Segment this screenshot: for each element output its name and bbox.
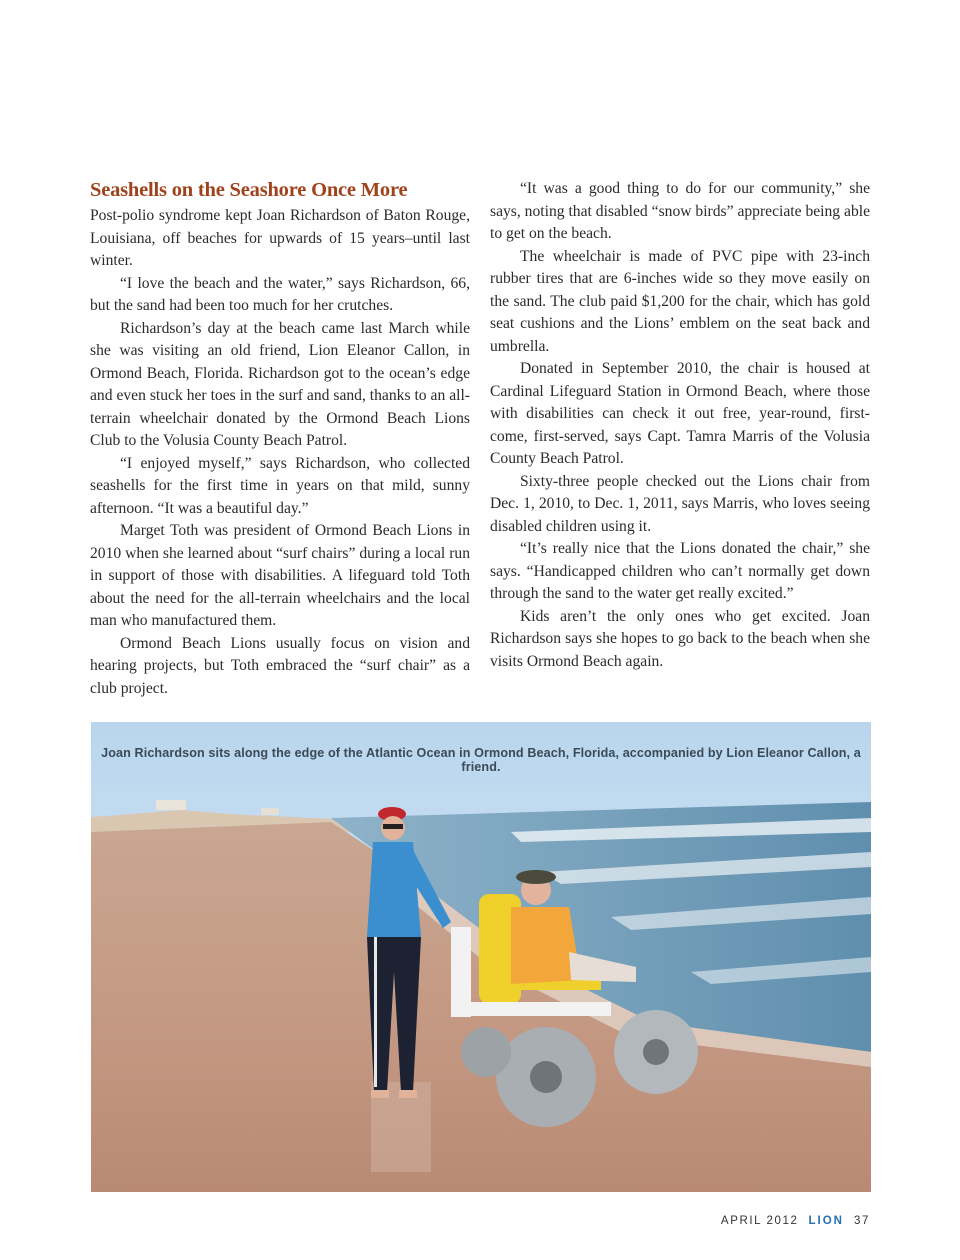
issue-date: APRIL 2012: [720, 1215, 799, 1227]
article-paragraph: “I enjoyed myself,” says Richardson, who collected seashells for the first time in years on that mild, sunny afternoon. “It was a beautiful day.”: [90, 454, 470, 517]
beach-photo: [91, 722, 871, 1192]
article-column-right: [490, 178, 870, 673]
article-paragraph: “It was a good thing to do for our community,” she says, noting that disabled “snow birds” appreciate being able to get on the beach.: [490, 180, 870, 242]
article-paragraph: “It’s really nice that the Lions donated the chair,” she says. “Handicapped children who can’t normally get down through the sand to the water get really excited.”: [490, 540, 870, 602]
magazine-name: LION: [808, 1215, 844, 1227]
photo-caption: Joan Richardson sits along the edge of the Atlantic Ocean in Ormond Beach, Florida, accompanied by Lion Eleanor Callon, a friend.: [101, 746, 861, 774]
article-column-left: [90, 178, 470, 700]
article-paragraph: Sixty-three people checked out the Lions chair from Dec. 1, 2010, to Dec. 1, 2011, says Marris, who loves seeing disabled children using it.: [490, 472, 870, 535]
beach-photo-illustration: [91, 722, 871, 1192]
article-paragraph: The wheelchair is made of PVC pipe with 23-inch rubber tires that are 6-inches wide so they move easily on the sand. The club paid $1,200 for the chair, which has gold seat cushions and the Lions’ emblem on the seat back and umbrella.: [490, 247, 870, 355]
article-headline: Seashells on the Seashore Once More: [90, 179, 408, 201]
article-paragraph: Kids aren’t the only ones who get excited. Joan Richardson says she hopes to go back to the beach when she visits Ormond Beach again.: [490, 607, 870, 670]
article-paragraph: Post-polio syndrome kept Joan Richardson of Baton Rouge, Louisiana, off beaches for upwards of 15 years–until last winter.: [90, 207, 470, 269]
article-paragraph: Donated in September 2010, the chair is housed at Cardinal Lifeguard Station in Ormond Beach, where those with disabilities can check it out free, year-round, first-come, first-served, says Capt. Tamra Marris of the Volusia County Beach Patrol.: [490, 360, 870, 467]
page-footer: [721, 1215, 870, 1227]
article-paragraph: “I love the beach and the water,” says Richardson, 66, but the sand had been too much for her crutches.: [90, 274, 470, 314]
article-paragraph: Richardson’s day at the beach came last March while she was visiting an old friend, Lion Eleanor Callon, in Ormond Beach, Florida. Richardson got to the ocean’s edge and even stuck her toes in the surf and sand, thanks to an all-terrain wheelchair donated by the Ormond Beach Lions Club to the Volusia County Beach Patrol.: [90, 319, 470, 449]
article-paragraph: Ormond Beach Lions usually focus on vision and hearing projects, but Toth embraced the “surf chair” as a club project.: [90, 634, 470, 697]
page-number: 37: [854, 1215, 870, 1227]
article-paragraph: Marget Toth was president of Ormond Beach Lions in 2010 when she learned about “surf chairs” during a local run in support of those with disabilities. A lifeguard told Toth about the need for the all-terrain wheelchairs and the local man who manufactured them.: [90, 522, 470, 629]
